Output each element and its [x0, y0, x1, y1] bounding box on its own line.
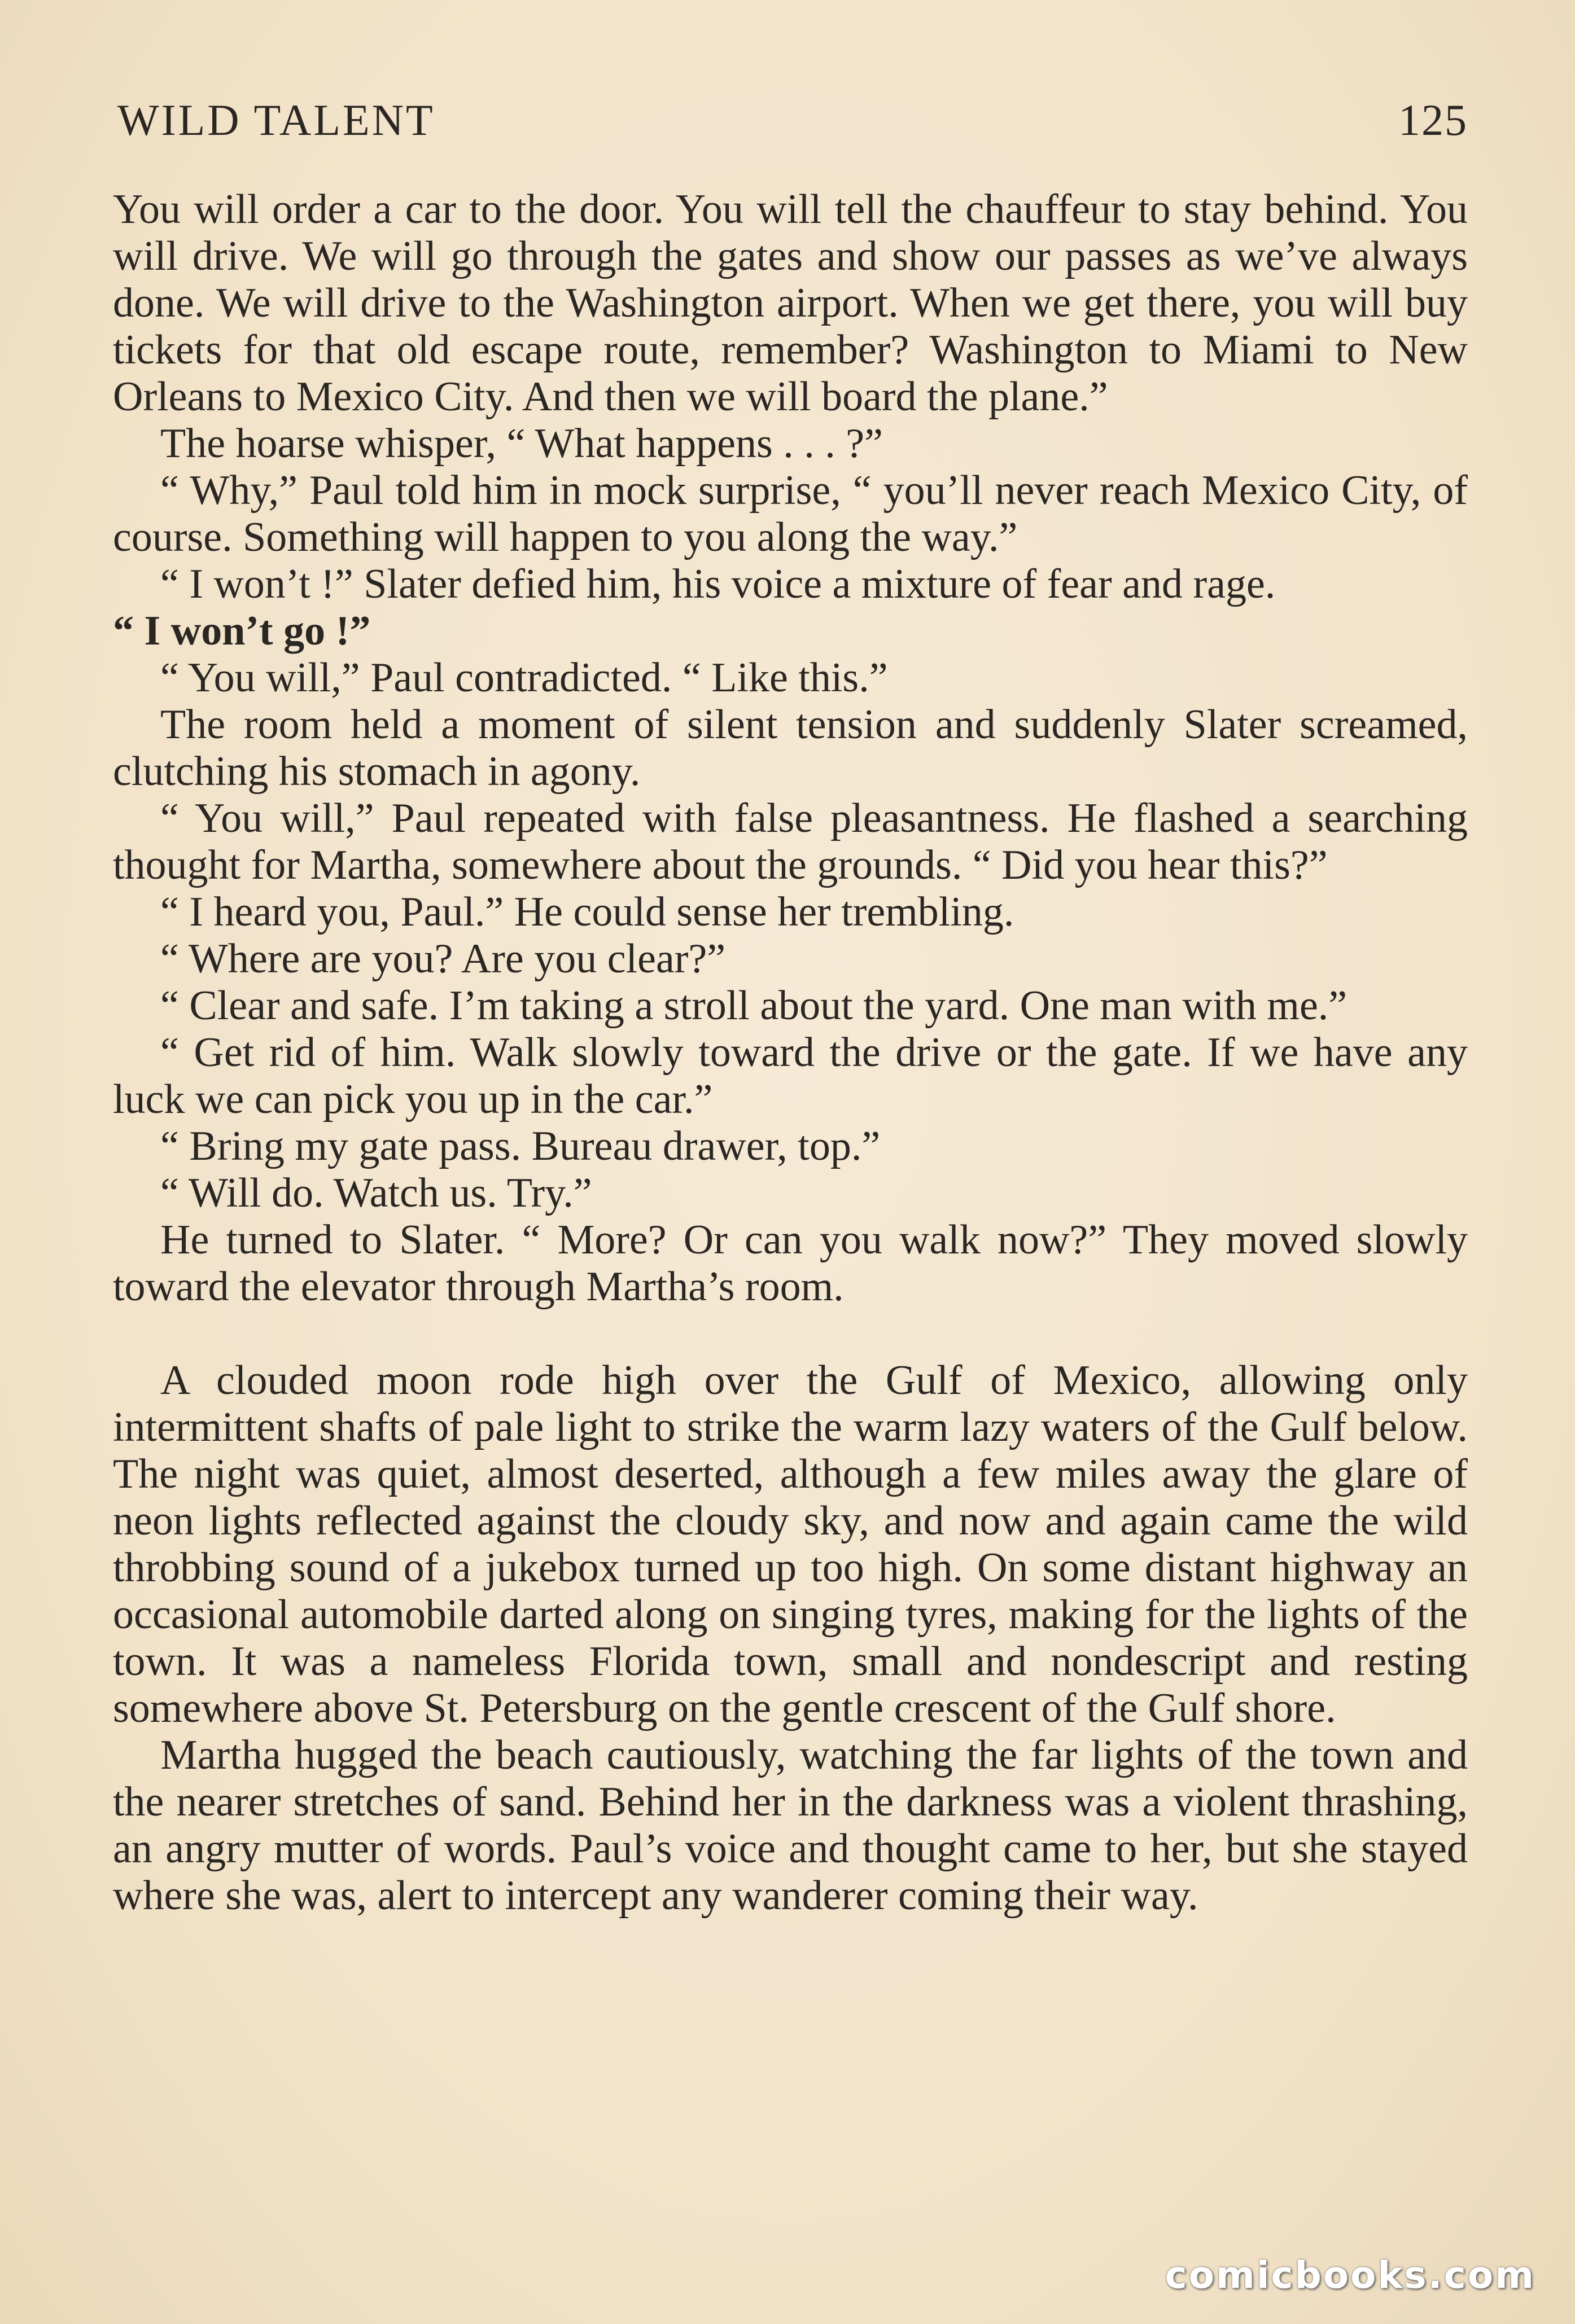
paragraph: “ Where are you? Are you clear?” — [160, 936, 726, 982]
paragraph: “ Bring my gate pass. Bureau drawer, top.” — [160, 1123, 881, 1169]
paragraph: He turned to Slater. “ More? Or can you walk now?” They moved slowly toward the elevator through Martha’s room. — [113, 1217, 1468, 1310]
paragraph: “ Why,” Paul told him in mock surprise, “ you’ll never reach Mexico City, of course. Something will happen to you along the way.” — [113, 467, 1468, 560]
watermark: comicbooks.com — [1165, 2253, 1535, 2297]
paragraph: A clouded moon rode high over the Gulf of Mexico, allowing only intermittent shafts of pale light to strike the warm lazy waters of the Gulf below. The night was quiet, almost deserted, although a few miles away the glare of neon lights reflected against the cloudy sky, and now and again came the wild throbbing sound of a jukebox turned up too high. On some distant highway an occasional automobile darted along on singing tyres, making for the lights of the town. It was a nameless Florida town, small and nondescript and resting somewhere above St. Petersburg on the gentle crescent of the Gulf shore. — [113, 1357, 1468, 1731]
paragraph: The room held a moment of silent tension and suddenly Slater screamed, clutching his stomach in agony. — [113, 701, 1468, 795]
running-head — [117, 95, 1468, 157]
paragraph: Martha hugged the beach cautiously, watching the far lights of the town and the nearer stretches of sand. Behind her in the darkness was a violent thrashing, an angry mutter of words. Paul’s voice and thought came to her, but she stayed where she was, alert to intercept any wanderer coming their way. — [113, 1732, 1468, 1919]
paragraph: “ Get rid of him. Walk slowly toward the drive or the gate. If we have any luck we can pick you up in the car.” — [113, 1029, 1468, 1122]
paragraph: You will order a car to the door. You will tell the chauffeur to stay behind. You will drive. We will go through the gates and show our passes as we’ve always done. We will drive to the Washington airport. When we get there, you will buy tickets for that old escape route, remember? Washington to Miami to New Orleans to Mexico City. And then we will board the plane.” — [113, 186, 1468, 420]
paragraph: “ Clear and safe. I’m taking a stroll about the yard. One man with me.” — [160, 983, 1348, 1029]
running-title: WILD TALENT — [117, 95, 435, 144]
paragraph: “ You will,” Paul repeated with false pleasantness. He flashed a searching thought for Martha, somewhere about the grounds. “ Did you hear this?” — [113, 795, 1468, 888]
body-text — [113, 186, 1468, 1919]
paragraph: The hoarse whisper, “ What happens . . . ?” — [160, 420, 883, 467]
paragraph: “ You will,” Paul contradicted. “ Like this.” — [160, 655, 888, 701]
paragraph: “ Will do. Watch us. Try.” — [160, 1170, 592, 1216]
paragraph: “ I won’t !” Slater defied him, his voice a mixture of fear and rage. — [160, 561, 1276, 607]
page-number: 125 — [1398, 95, 1468, 144]
paragraph: “ I won’t go !” — [113, 608, 371, 654]
paragraph: “ I heard you, Paul.” He could sense her trembling. — [160, 889, 1014, 935]
